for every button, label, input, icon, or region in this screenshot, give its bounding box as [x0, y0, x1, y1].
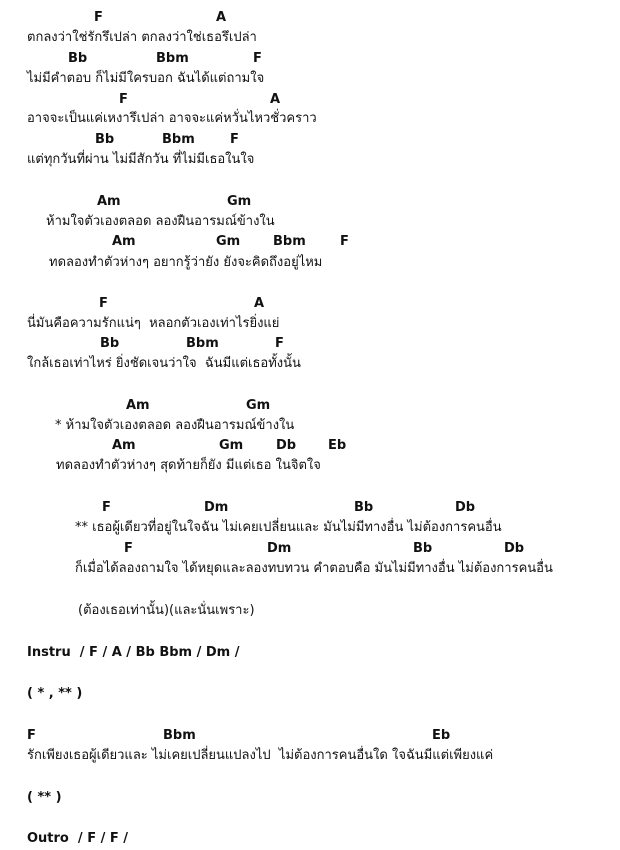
chord: F	[275, 336, 284, 351]
chord: F	[230, 132, 239, 147]
chord: A	[216, 10, 227, 25]
chord: Am	[112, 234, 136, 249]
lyric-line: ตกลงว่าใช่รักรึเปล่า ตกลงว่าใช่เธอรึเปล่า	[27, 30, 257, 45]
lyric-line: นี่มันคือความรักแน่ๆ หลอกตัวเองเท่าไรยิ่งแย่	[27, 316, 280, 331]
lyric-line: ทดลองทำตัวห่างๆ อยากรู้ว่ายัง ยังจะคิดถึงอยู่ไหม	[49, 255, 323, 270]
lyric-line: ** เธอผู้เดียวที่อยู่ในใจฉัน ไม่เคยเปลี่ยนและ มันไม่มีทางอื่น ไม่ต้องการคนอื่น	[75, 520, 502, 535]
lyric-line: ห้ามใจตัวเองตลอด ลองฝืนอารมณ์ข้างใน	[46, 214, 275, 229]
chord: Bb	[95, 132, 115, 147]
chord: Bbm	[273, 234, 306, 249]
chord: Bb	[354, 500, 374, 515]
chord: F	[99, 296, 108, 311]
section-outro: Outro / F / F /	[27, 831, 129, 846]
chord: Dm	[267, 541, 292, 556]
lyric-line: อาจจะเป็นแค่เหงารึเปล่า อาจจะแค่หวั่นไหวชั่วคราว	[27, 111, 317, 126]
section-instru: Instru / F / A / Bb Bbm / Dm /	[27, 645, 240, 660]
chord: Bbm	[186, 336, 219, 351]
chord: Bb	[413, 541, 433, 556]
chord: Dm	[204, 500, 229, 515]
chord: F	[253, 51, 262, 66]
chord: Bb	[68, 51, 88, 66]
chord: Gm	[216, 234, 241, 249]
lyric-line: * ห้ามใจตัวเองตลอด ลองฝืนอารมณ์ข้างใน	[55, 418, 295, 433]
chord: A	[270, 92, 281, 107]
chord: Bbm	[162, 132, 195, 147]
chord: Db	[276, 438, 297, 453]
chord: Am	[126, 398, 150, 413]
lyric-line: ก็เมื่อได้ลองถามใจ ได้หยุดและลองทบทวน คำตอบคือ มันไม่มีทางอื่น ไม่ต้องการคนอื่น	[75, 561, 553, 576]
chord: Bb	[100, 336, 120, 351]
chord: Gm	[227, 194, 252, 209]
section-repeat: ( * , ** )	[27, 686, 83, 701]
chord: Gm	[246, 398, 271, 413]
chord: F	[340, 234, 349, 249]
lyric-line: รักเพียงเธอผู้เดียวและ ไม่เคยเปลี่ยนแปลงไป ไม่ต้องการคนอื่นใด ใจฉันมีแต่เพียงแค่	[27, 748, 494, 763]
chord: Eb	[328, 438, 347, 453]
chord: Gm	[219, 438, 244, 453]
lyric-line: แต่ทุกวันที่ผ่าน ไม่มีสักวัน ที่ไม่มีเธอในใจ	[27, 152, 255, 167]
chord: Bbm	[156, 51, 189, 66]
chord: Db	[504, 541, 525, 556]
chord: F	[119, 92, 128, 107]
chord: A	[254, 296, 265, 311]
lyric-line: (ต้องเธอเท่านั้น)(และนั่นเพราะ)	[78, 603, 255, 618]
chord: F	[102, 500, 111, 515]
chord: F	[94, 10, 103, 25]
chord: Eb	[432, 728, 451, 743]
chord: Am	[112, 438, 136, 453]
lyric-line: ใกล้เธอเท่าไหร่ ยิ่งชัดเจนว่าใจ ฉันมีแต่เธอทั้งนั้น	[27, 356, 301, 371]
chord: Am	[97, 194, 121, 209]
section-repeat: ( ** )	[27, 790, 62, 805]
chord: Bbm	[163, 728, 196, 743]
lyric-line: ทดลองทำตัวห่างๆ สุดท้ายก็ยัง มีแต่เธอ ในจิตใจ	[56, 458, 321, 473]
chord: F	[27, 728, 36, 743]
lyric-line: ไม่มีคำตอบ ก็ไม่มีใครบอก ฉันได้แต่ถามใจ	[27, 71, 265, 86]
chord: F	[124, 541, 133, 556]
chord: Db	[455, 500, 476, 515]
